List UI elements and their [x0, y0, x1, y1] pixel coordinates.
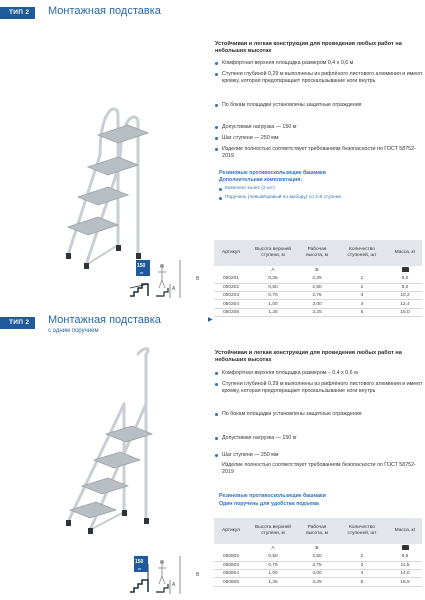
table-cell: 2,75	[298, 292, 336, 300]
bullet-text: Допустимая нагрузка — 150 кг	[222, 124, 297, 130]
col-work-height: Рабочая высота, м	[298, 240, 336, 266]
bullet-text: Комфортная верхняя площадка размером 0,4 х 0,6 м	[222, 60, 354, 66]
bullet-dot	[215, 104, 218, 107]
table-cell: 10,2	[388, 292, 422, 300]
bullet-item	[215, 60, 425, 67]
table-cell: 5	[336, 308, 388, 316]
options-heading: Дополнительная комплектация:	[219, 177, 302, 183]
weight-icon-cell	[388, 266, 422, 275]
table-cell: 4	[336, 570, 388, 578]
bullet-text: По бокам площадки установлены защитные ограждения	[222, 102, 362, 108]
table-cell: 1	[336, 275, 388, 283]
bullet-text: Изделие полностью соответствует требованиям безопасности по ГОСТ 58752-2019	[222, 462, 416, 475]
weight-icon	[402, 545, 409, 550]
bullet-text: Шаг ступени — 250 мм	[222, 135, 279, 141]
bullet-item	[215, 462, 425, 475]
table-cell: 0,25	[248, 275, 298, 283]
row-pointer-icon: ▶	[208, 317, 213, 323]
option-text: Поручень (левый/правый по выбору) со 2-й ступени	[225, 195, 342, 200]
option-item	[219, 195, 341, 201]
table-cell: 2,75	[298, 561, 336, 569]
table-row	[214, 578, 422, 586]
bullet-dot	[215, 73, 218, 76]
bullet-dot	[215, 62, 218, 65]
table-cell	[336, 544, 388, 553]
table-cell	[336, 266, 388, 275]
table-cell: 12,4	[388, 300, 422, 308]
type-badge: ТИП 2	[0, 317, 35, 329]
col-article: Артикул	[214, 518, 248, 544]
table-cell: 15,0	[388, 308, 422, 316]
bullet-text: Комфортная верхняя площадка размером – 0,4 х 0,6 м	[222, 370, 358, 376]
bullet-item	[215, 135, 425, 142]
stair-illustration	[28, 95, 158, 275]
table-cell: 1,25	[248, 308, 298, 316]
bullet-dot	[215, 437, 218, 440]
bullet-item	[215, 124, 425, 131]
diagram-load-value: 150	[137, 263, 146, 269]
table-cell: A	[271, 268, 275, 273]
bullet-text: По бокам площадки установлены защитные ограждения	[222, 411, 362, 417]
table-cell: 5	[336, 578, 388, 586]
bullet-dot	[215, 137, 218, 140]
bullet-dot	[219, 188, 222, 191]
weight-icon	[402, 267, 409, 272]
table-cell: B	[315, 268, 319, 273]
table-sub-row	[214, 266, 422, 275]
table-cell: 3,25	[298, 578, 336, 586]
options-heading: Резиновые противоскользящие башмаки	[219, 170, 326, 176]
bullet-item	[215, 381, 425, 394]
bullet-item	[215, 435, 425, 442]
table-cell: 2,50	[298, 553, 336, 561]
stair-illustration	[28, 344, 158, 544]
table-cell: 3	[336, 292, 388, 300]
col-steps: Количество ступеней, шт	[336, 518, 388, 544]
table-cell: 050805	[214, 578, 248, 586]
section-2	[0, 300, 425, 600]
bullet-item	[215, 102, 425, 109]
bullet-dot	[215, 148, 218, 151]
col-top-height: Высота верхней ступени, м	[248, 240, 298, 266]
table-row	[214, 561, 422, 569]
bullet-dot	[215, 413, 218, 416]
table-cell: 1,00	[248, 570, 298, 578]
table-cell: 050803	[214, 561, 248, 569]
bullet-text: Шаг ступени — 250 мм	[222, 452, 279, 458]
table-cell: 2,25	[298, 275, 336, 283]
options-heading: Резиновые противоскользящие башмаки	[219, 493, 326, 499]
col-top-height: Высота верхней ступени, м	[248, 518, 298, 544]
section-title: Монтажная подставка	[48, 5, 161, 17]
table-cell: 3,00	[298, 300, 336, 308]
table-cell: 3,00	[298, 570, 336, 578]
table-cell	[214, 544, 248, 553]
weight-icon-cell	[388, 544, 422, 553]
section-heading: Устойчивая и легкая конструкция для проведения любых работ на небольших высотах	[215, 41, 402, 54]
option-text: Комплект колес (2 шт)	[225, 186, 275, 191]
bullet-text: Ступени глубиной 0,29 м выполнены из рифлёного листового алюминия и имеют кромку, которая предотвращает проскальзывание ноги внутрь	[222, 381, 423, 394]
diagram-label-b: В	[196, 276, 200, 282]
table-cell: 2	[336, 553, 388, 561]
col-work-height: Рабочая высота, м	[298, 518, 336, 544]
bullet-text: Ступени глубиной 0,29 м выполнены из рифлёного листового алюминия и имеют кромку, которая предотвращает проскальзывание ноги внутрь	[222, 71, 423, 84]
section-subtitle: с одним поручнем	[48, 328, 99, 334]
table-row	[214, 275, 422, 283]
col-steps: Количество ступеней, шт	[336, 240, 388, 266]
type-badge: ТИП 2	[0, 7, 35, 19]
diagram-load-unit: кг	[138, 566, 142, 571]
table-cell: 3	[336, 561, 388, 569]
table-cell: 5,0	[388, 275, 422, 283]
diagram-load-unit: кг	[140, 270, 144, 275]
bullet-dot	[219, 197, 222, 200]
diagram-label-a: А	[172, 286, 176, 292]
table-cell: 2,50	[298, 283, 336, 291]
section-heading: Устойчивая и легкая конструкция для проведения любых работ на небольших высотах	[215, 350, 402, 363]
table-cell: 2	[336, 283, 388, 291]
table-row	[214, 292, 422, 300]
diagram-label-b: В	[196, 572, 200, 578]
table-cell: 050804	[214, 570, 248, 578]
table-cell: 16,5	[388, 578, 422, 586]
table-header-row	[214, 518, 422, 544]
table-row	[214, 283, 422, 291]
options-heading: Один поручень для удобства подъема	[219, 501, 319, 507]
table-cell: 050202	[214, 283, 248, 291]
option-item	[219, 186, 275, 192]
bullet-text: Допустимая нагрузка — 150 кг	[222, 435, 297, 441]
table-cell: 4	[336, 300, 388, 308]
table-cell: 0,75	[248, 561, 298, 569]
table-header-row	[214, 240, 422, 266]
table-cell: 1,25	[248, 578, 298, 586]
table-cell: 9,5	[388, 553, 422, 561]
table-row	[214, 553, 422, 561]
table-row	[214, 570, 422, 578]
bullet-item	[215, 370, 425, 377]
bullet-dot	[215, 383, 218, 386]
table-cell: 050203	[214, 292, 248, 300]
bullet-text: Изделие полностью соответствует требованиям безопасности по ГОСТ 58752-2019	[222, 146, 416, 159]
table-cell: 050205	[214, 308, 248, 316]
table-cell: A	[271, 546, 275, 551]
table-cell: B	[315, 546, 319, 551]
table-cell: 0,50	[248, 553, 298, 561]
bullet-dot	[215, 372, 218, 375]
spec-table	[214, 518, 422, 587]
table-cell: 0,50	[248, 283, 298, 291]
diagram-label-a: А	[172, 582, 176, 588]
table-cell: 050204	[214, 300, 248, 308]
table-cell: 3,25	[298, 308, 336, 316]
section-title: Монтажная подставка	[48, 314, 161, 326]
table-cell	[214, 266, 248, 275]
table-cell: 0,75	[248, 292, 298, 300]
bullet-item	[215, 411, 425, 418]
col-article: Артикул	[214, 240, 248, 266]
bullet-item	[215, 146, 425, 159]
bullet-dot	[215, 454, 218, 457]
table-cell: 8,0	[388, 283, 422, 291]
table-sub-row	[214, 544, 422, 553]
col-mass: Масса, кг	[388, 518, 422, 544]
bullet-dot	[215, 126, 218, 129]
bullet-item	[215, 452, 425, 459]
diagram-load-value: 150	[135, 559, 144, 565]
table-cell: 050201	[214, 275, 248, 283]
table-cell: 050802	[214, 553, 248, 561]
table-cell: 14,0	[388, 570, 422, 578]
col-mass: Масса, кг	[388, 240, 422, 266]
table-cell: 1,00	[248, 300, 298, 308]
bullet-item	[215, 71, 425, 84]
table-cell: 11,5	[388, 561, 422, 569]
